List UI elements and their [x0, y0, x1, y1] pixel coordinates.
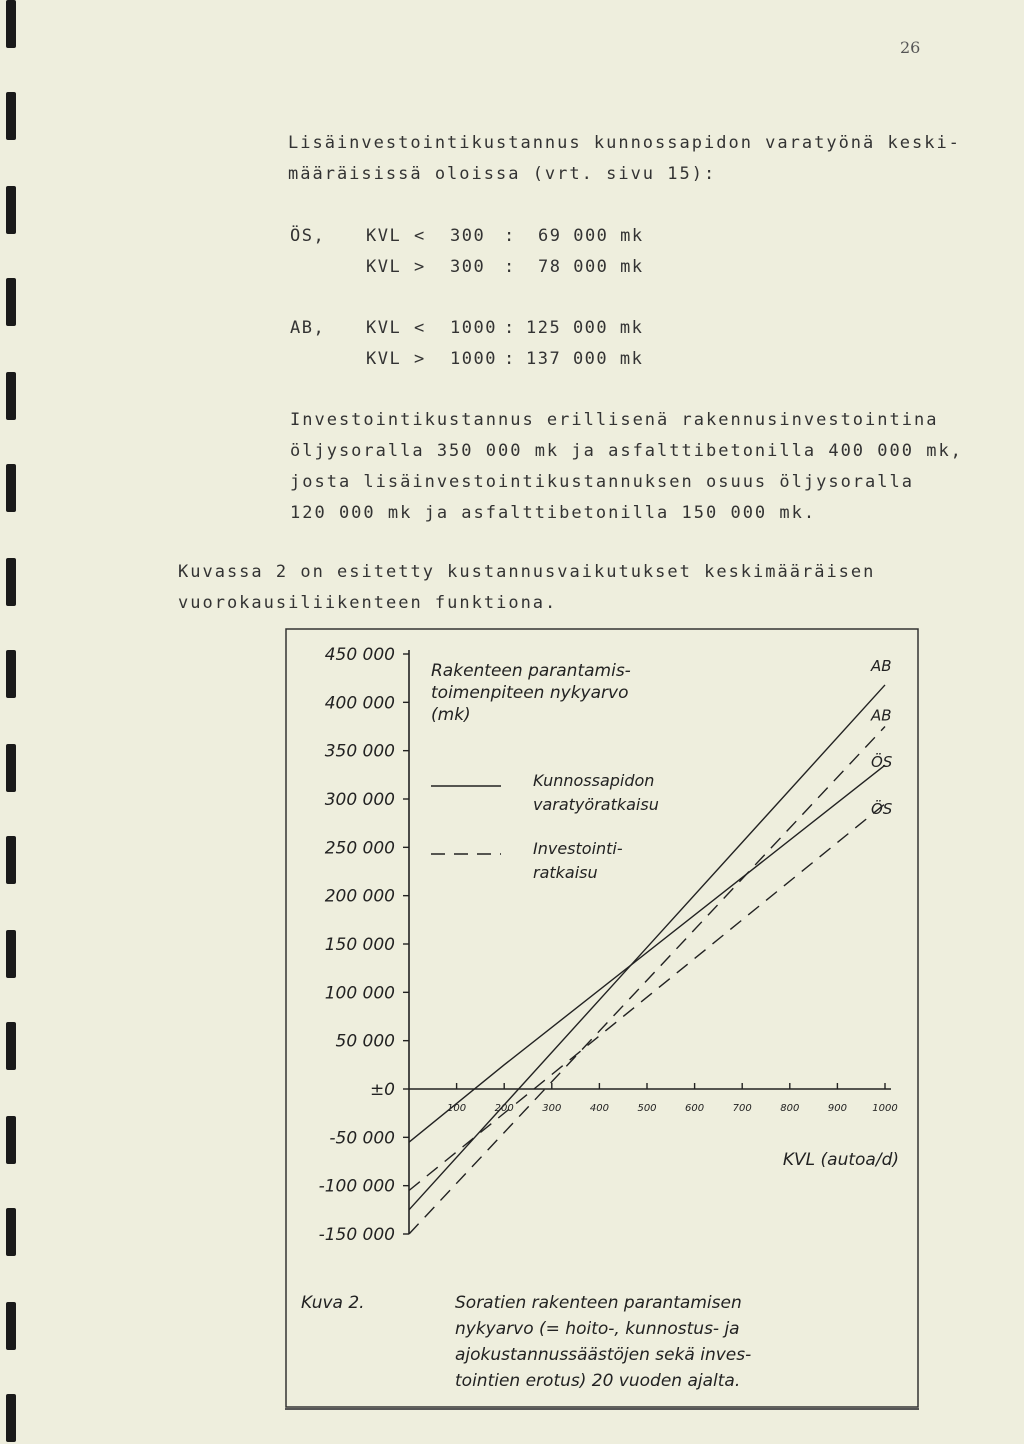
kvl-label: KVL: [366, 226, 402, 246]
binding-hole: [6, 0, 16, 48]
binding-hole: [6, 464, 16, 512]
caption-label: Kuva 2.: [301, 1293, 365, 1313]
binding-hole: [6, 558, 16, 606]
bottom-rule: [285, 1408, 919, 1410]
y-tick-label: 50 000: [335, 1031, 395, 1052]
comparison-operator: >: [414, 349, 426, 369]
y-tick-label: 400 000: [324, 693, 395, 714]
separator: :: [504, 318, 516, 338]
series-end-label: AB: [871, 706, 892, 725]
kvl-limit: 300: [450, 257, 486, 277]
caption-line: tointien erotus) 20 vuoden ajalta.: [455, 1371, 741, 1391]
y-tick-label: 300 000: [324, 790, 395, 810]
series-line: [409, 804, 885, 1191]
kvl-label: KVL: [366, 318, 402, 338]
binding-hole: [6, 186, 16, 234]
paragraph-line: määräisissä oloissa (vrt. sivu 15):: [288, 164, 717, 184]
chart-figure: [285, 628, 919, 1408]
binding-hole: [6, 1022, 16, 1070]
binding-hole: [6, 1302, 16, 1350]
binding-hole: [6, 372, 16, 420]
cost-amount: 69 000 mk: [538, 226, 644, 246]
separator: :: [504, 257, 516, 277]
chart-title-line: toimenpiteen nykyarvo: [431, 683, 629, 703]
chart-svg: [285, 628, 919, 1408]
kvl-limit: 1000: [450, 318, 497, 338]
kvl-label: KVL: [366, 349, 402, 369]
binding-hole: [6, 836, 16, 884]
series-line: [409, 685, 885, 1210]
binding-hole: [6, 278, 16, 326]
comparison-operator: <: [414, 318, 426, 338]
paragraph-line: josta lisäinvestointikustannuksen osuus öljysoralla: [290, 472, 914, 492]
binding-hole: [6, 92, 16, 140]
x-tick-label: 800: [780, 1103, 800, 1114]
y-tick-label: 200 000: [324, 886, 395, 907]
cost-amount: 125 000 mk: [526, 318, 644, 338]
cost-amount: 137 000 mk: [526, 349, 644, 369]
y-tick-label: 350 000: [324, 741, 395, 762]
x-tick-label: 500: [637, 1103, 657, 1114]
x-tick-label: 700: [732, 1103, 752, 1114]
binding-hole: [6, 1394, 16, 1442]
binding-hole: [6, 744, 16, 792]
paragraph-line: öljysoralla 350 000 mk ja asfalttibetonilla 400 000 mk,: [290, 441, 963, 461]
paragraph-line: Kuvassa 2 on esitetty kustannusvaikutukset keskimääräisen: [178, 562, 876, 582]
road-type: ÖS,: [290, 226, 326, 246]
kvl-limit: 1000: [450, 349, 497, 369]
legend-label: Investointi-: [533, 839, 623, 858]
binding-holes: [0, 0, 20, 1444]
paragraph-line: Lisäinvestointikustannus kunnossapidon varatyönä keski-: [288, 133, 961, 153]
y-tick-label: -50 000: [329, 1128, 395, 1149]
y-tick-label: -100 000: [318, 1176, 395, 1197]
x-tick-label: 1000: [872, 1103, 898, 1114]
binding-hole: [6, 650, 16, 698]
paragraph-line: 120 000 mk ja asfalttibetonilla 150 000 mk.: [290, 503, 817, 523]
kvl-label: KVL: [366, 257, 402, 277]
y-tick-label: 450 000: [324, 645, 395, 665]
page-number: 26: [900, 38, 921, 57]
cost-amount: 78 000 mk: [538, 257, 644, 277]
y-tick-label: 100 000: [324, 983, 395, 1004]
separator: :: [504, 226, 516, 246]
kvl-limit: 300: [450, 226, 486, 246]
legend-label: Kunnossapidon: [533, 771, 655, 790]
legend-label: varatyöratkaisu: [533, 795, 659, 814]
y-tick-label: -150 000: [318, 1225, 395, 1245]
x-tick-label: 600: [685, 1103, 705, 1114]
comparison-operator: <: [414, 226, 426, 246]
binding-hole: [6, 1116, 16, 1164]
binding-hole: [6, 930, 16, 978]
binding-hole: [6, 1208, 16, 1256]
paragraph-line: vuorokausiliikenteen funktiona.: [178, 593, 558, 613]
chart-title-line: Rakenteen parantamis-: [431, 661, 631, 681]
y-tick-label: ±0: [369, 1080, 395, 1100]
caption-line: ajokustannussäästöjen sekä inves-: [455, 1345, 752, 1365]
caption-line: Soratien rakenteen parantamisen: [455, 1293, 742, 1313]
road-type: AB,: [290, 318, 326, 338]
x-tick-label: 900: [827, 1103, 847, 1114]
x-tick-label: 100: [447, 1103, 467, 1114]
x-tick-label: 200: [494, 1103, 514, 1114]
chart-title-line: (mk): [431, 705, 471, 725]
legend-label: ratkaisu: [533, 863, 598, 882]
separator: :: [504, 349, 516, 369]
x-tick-label: 400: [589, 1103, 609, 1114]
y-tick-label: 150 000: [324, 935, 395, 955]
series-end-label: AB: [871, 656, 892, 675]
series-end-label: ÖS: [871, 753, 893, 772]
paragraph-line: Investointikustannus erillisenä rakennusinvestointina: [290, 410, 939, 430]
caption-line: nykyarvo (= hoito-, kunnostus- ja: [455, 1319, 740, 1339]
y-tick-label: 250 000: [324, 838, 395, 859]
series-end-label: ÖS: [871, 799, 893, 818]
x-tick-label: 300: [542, 1103, 562, 1114]
x-axis-label: KVL (autoa/d): [782, 1150, 899, 1170]
comparison-operator: >: [414, 257, 426, 277]
